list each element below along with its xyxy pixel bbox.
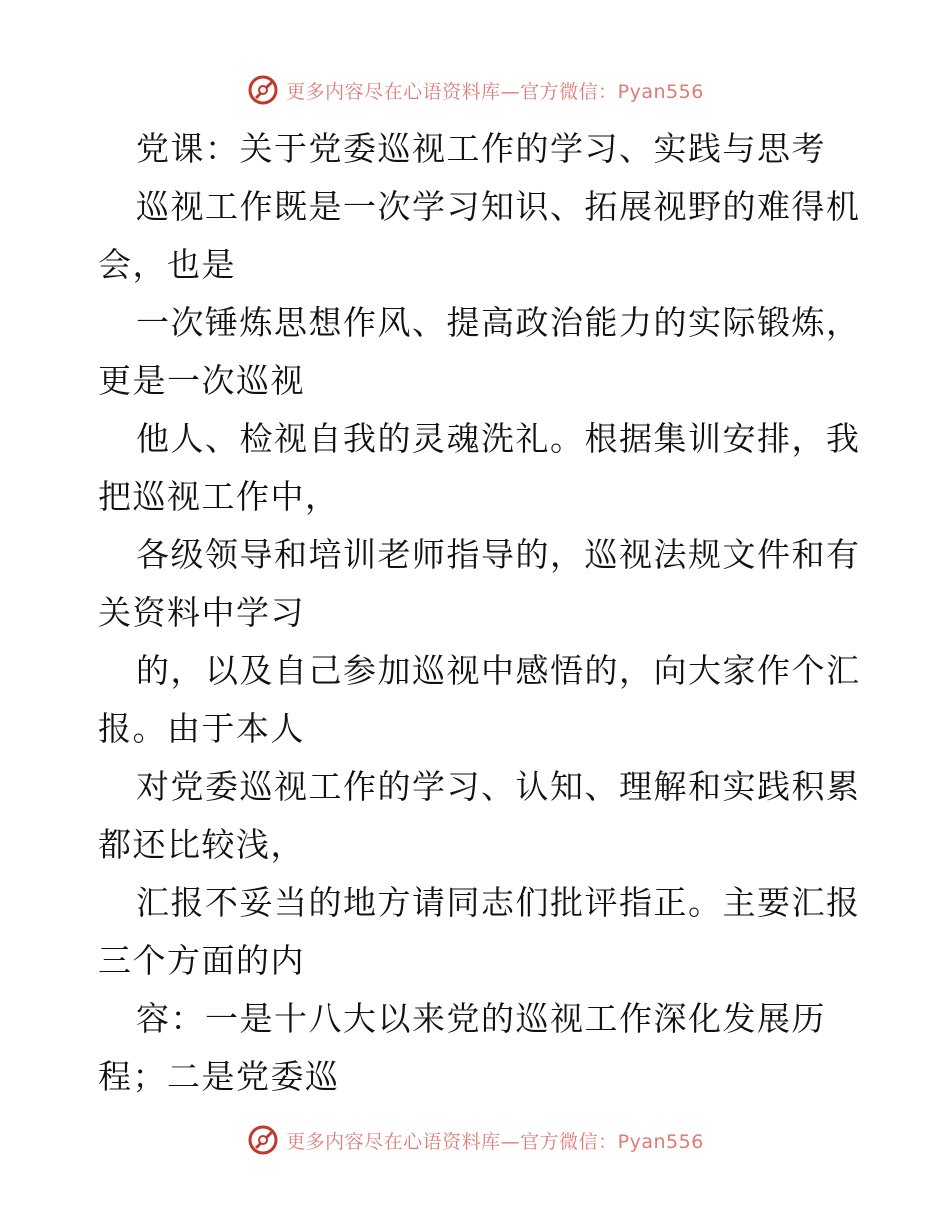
banner-text: 更多内容尽在心语资料库—官方微信：Pyan556 xyxy=(286,1130,704,1153)
paragraph-line: 汇报不妥当的地方请同志们批评指正。主要汇报 xyxy=(136,883,861,922)
paragraph-line: 更是一次巡视 xyxy=(98,361,305,400)
brand-logo-icon xyxy=(246,1123,280,1157)
paragraph-line: 程；二是党委巡 xyxy=(98,1057,340,1096)
paragraph-line: 会，也是 xyxy=(98,245,236,284)
paragraph-line: 三个方面的内 xyxy=(98,941,305,980)
paragraph-line: 他人、检视自我的灵魂洗礼。根据集训安排，我 xyxy=(136,419,861,458)
paragraph-line: 对党委巡视工作的学习、认知、理解和实践积累 xyxy=(136,767,861,806)
paragraph-line: 报。由于本人 xyxy=(98,709,305,748)
footer-banner xyxy=(0,1120,950,1160)
banner-text: 更多内容尽在心语资料库—官方微信：Pyan556 xyxy=(286,80,704,103)
paragraph-line: 巡视工作既是一次学习知识、拓展视野的难得机 xyxy=(136,187,861,226)
document-body xyxy=(98,120,861,1106)
paragraph-line: 容：一是十八大以来党的巡视工作深化发展历 xyxy=(136,999,826,1038)
paragraph-line: 各级领导和培训老师指导的，巡视法规文件和有 xyxy=(136,535,861,574)
paragraph-line: 都还比较浅， xyxy=(98,825,305,864)
paragraph-line: 关资料中学习 xyxy=(98,593,305,632)
brand-logo-icon xyxy=(246,73,280,107)
paragraph-line: 把巡视工作中， xyxy=(98,477,340,516)
header-banner xyxy=(0,70,950,110)
document-title: 党课：关于党委巡视工作的学习、实践与思考 xyxy=(136,129,826,168)
paragraph-line: 一次锤炼思想作风、提高政治能力的实际锻炼， xyxy=(136,303,861,342)
paragraph-line: 的，以及自己参加巡视中感悟的，向大家作个汇 xyxy=(136,651,861,690)
